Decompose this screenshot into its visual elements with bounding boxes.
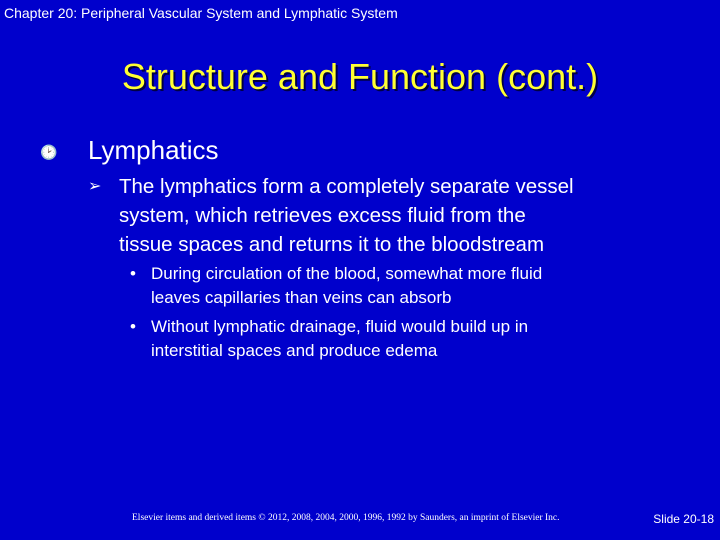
text-line: interstitial spaces and produce edema <box>151 341 438 360</box>
bullet-level3 <box>130 262 650 310</box>
bullet-level1-text: Lymphatics <box>88 135 219 165</box>
dot-icon: • <box>130 264 136 283</box>
chapter-header: Chapter 20: Peripheral Vascular System and Lymphatic System <box>4 5 398 21</box>
bullet-level3-text <box>151 315 650 363</box>
bullet-level3-text <box>151 262 650 310</box>
copyright-footer: Elsevier items and derived items © 2012, 2008, 2004, 2000, 1996, 1992 by Saunders, an imprint of Elsevier Inc. <box>132 513 560 523</box>
arrowhead-icon: ➢ <box>88 178 102 195</box>
bullet-level3 <box>130 315 650 363</box>
text-line: leaves capillaries than veins can absorb <box>151 288 452 307</box>
bullet-level1 <box>40 135 219 166</box>
text-line: Without lymphatic drainage, fluid would build up in <box>151 317 529 336</box>
text-line: system, which retrieves excess fluid from the <box>119 204 526 227</box>
slide-title: Structure and Function (cont.) <box>121 56 599 97</box>
text-line: The lymphatics form a completely separate vessel <box>119 175 574 198</box>
text-line: During circulation of the blood, somewhat more fluid <box>151 264 543 283</box>
bullet-level2 <box>88 172 688 259</box>
dot-icon: • <box>130 317 136 336</box>
clock-icon: 🕑 <box>40 144 58 160</box>
text-line: tissue spaces and returns it to the bloodstream <box>119 233 545 256</box>
slide-number: Slide 20-18 <box>653 512 714 526</box>
bullet-level2-text <box>119 172 688 259</box>
